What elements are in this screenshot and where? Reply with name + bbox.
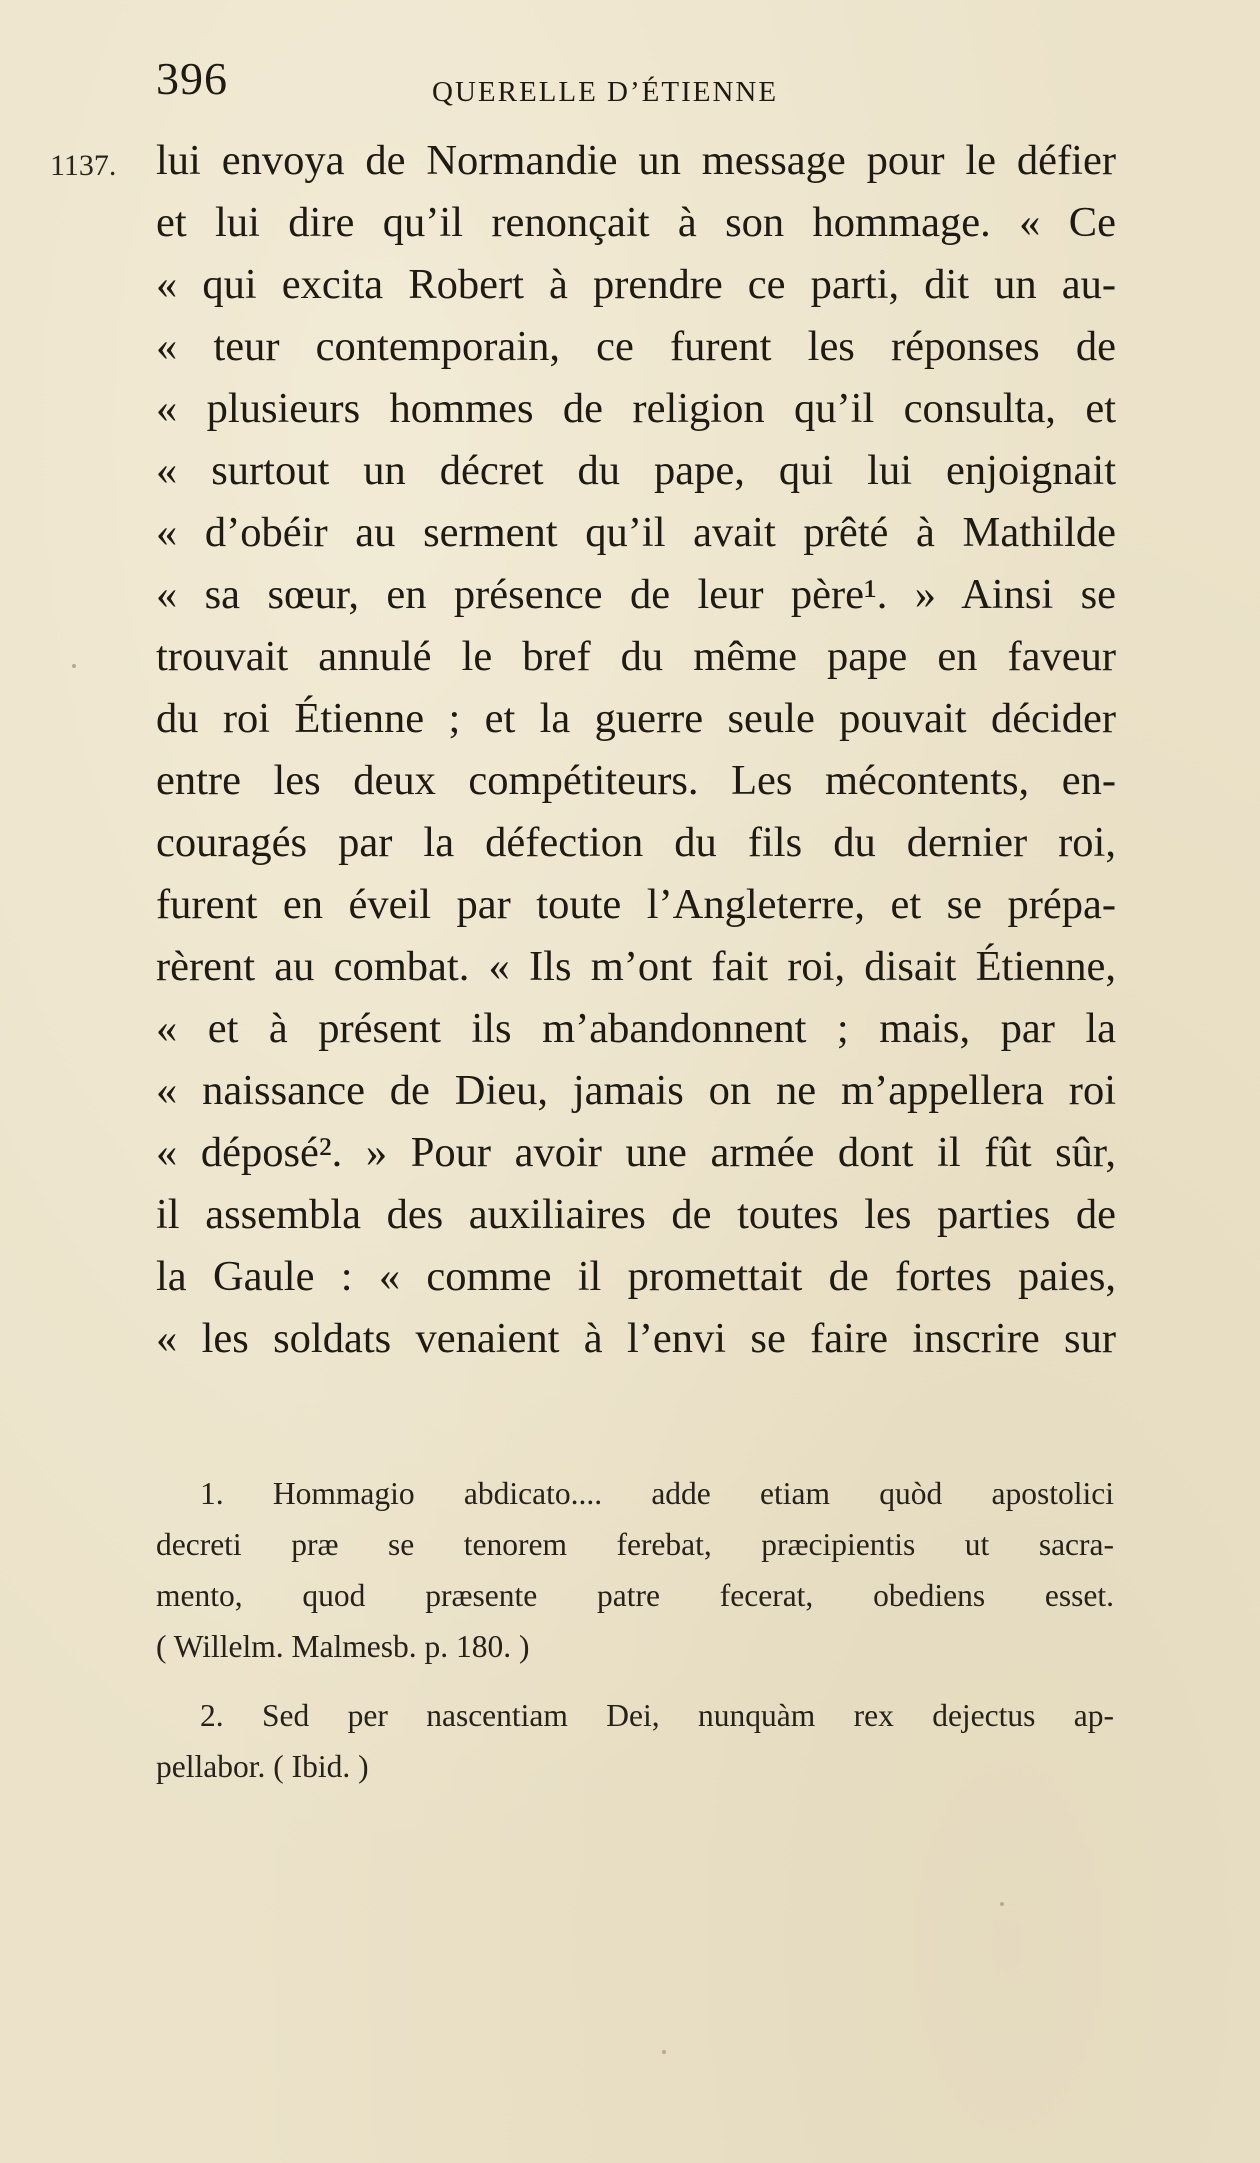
paper-speck [1000,1902,1004,1906]
text-line: « sa sœur, en présence de leur père¹. » Ainsi se [156,571,1116,618]
paper-speck [72,664,76,668]
footnote-1-line: 1. Hommagio abdicato.... adde etiam quòd apostolici [200,1476,1114,1511]
text-line: trouvait annulé le bref du même pape en faveur [156,633,1116,680]
text-line: « et à présent ils m’abandonnent ; mais, par la [156,1005,1116,1052]
running-title: QUERELLE D’ÉTIENNE [432,76,779,108]
page-number: 396 [156,53,228,104]
text-line: « qui excita Robert à prendre ce parti, dit un au- [156,261,1116,308]
footnote-2-citation: pellabor. ( Ibid. ) [156,1749,369,1784]
text-line: rèrent au combat. « Ils m’ont fait roi, disait Étienne, [156,943,1116,990]
margin-year: 1137. [50,149,117,182]
text-line: « surtout un décret du pape, qui lui enjoignait [156,447,1116,494]
text-line: et lui dire qu’il renonçait à son hommage. « Ce [156,199,1116,246]
text-line: furent en éveil par toute l’Angleterre, et se prépa- [156,881,1116,928]
text-line: « teur contemporain, ce furent les réponses de [156,323,1116,370]
footnote-2-line: 2. Sed per nascentiam Dei, nunquàm rex dejectus ap- [200,1698,1114,1733]
body-text [156,130,1116,1370]
text-line: du roi Étienne ; et la guerre seule pouvait décider [156,695,1116,742]
footnote-1-citation: ( Willelm. Malmesb. p. 180. ) [156,1629,530,1664]
text-line: lui envoya de Normandie un message pour le défier [156,137,1116,184]
footnote-1-line: mento, quod præsente patre fecerat, obediens esset. [156,1578,1114,1613]
text-line: « d’obéir au serment qu’il avait prêté à Mathilde [156,509,1116,556]
text-line: « naissance de Dieu, jamais on ne m’appellera roi [156,1067,1116,1114]
footnote-1-line: decreti præ se tenorem ferebat, præcipientis ut sacra- [156,1527,1114,1562]
text-line: il assembla des auxiliaires de toutes les parties de [156,1191,1116,1238]
text-line: entre les deux compétiteurs. Les mécontents, en- [156,757,1116,804]
footnotes [156,1468,1114,1792]
text-line: « plusieurs hommes de religion qu’il consulta, et [156,385,1116,432]
text-line: couragés par la défection du fils du dernier roi, [156,819,1116,866]
text-line: la Gaule : « comme il promettait de fortes paies, [156,1253,1116,1300]
paper-speck [662,2050,666,2054]
text-line: « déposé². » Pour avoir une armée dont il fût sûr, [156,1129,1116,1176]
text-line: « les soldats venaient à l’envi se faire inscrire sur [156,1315,1116,1362]
